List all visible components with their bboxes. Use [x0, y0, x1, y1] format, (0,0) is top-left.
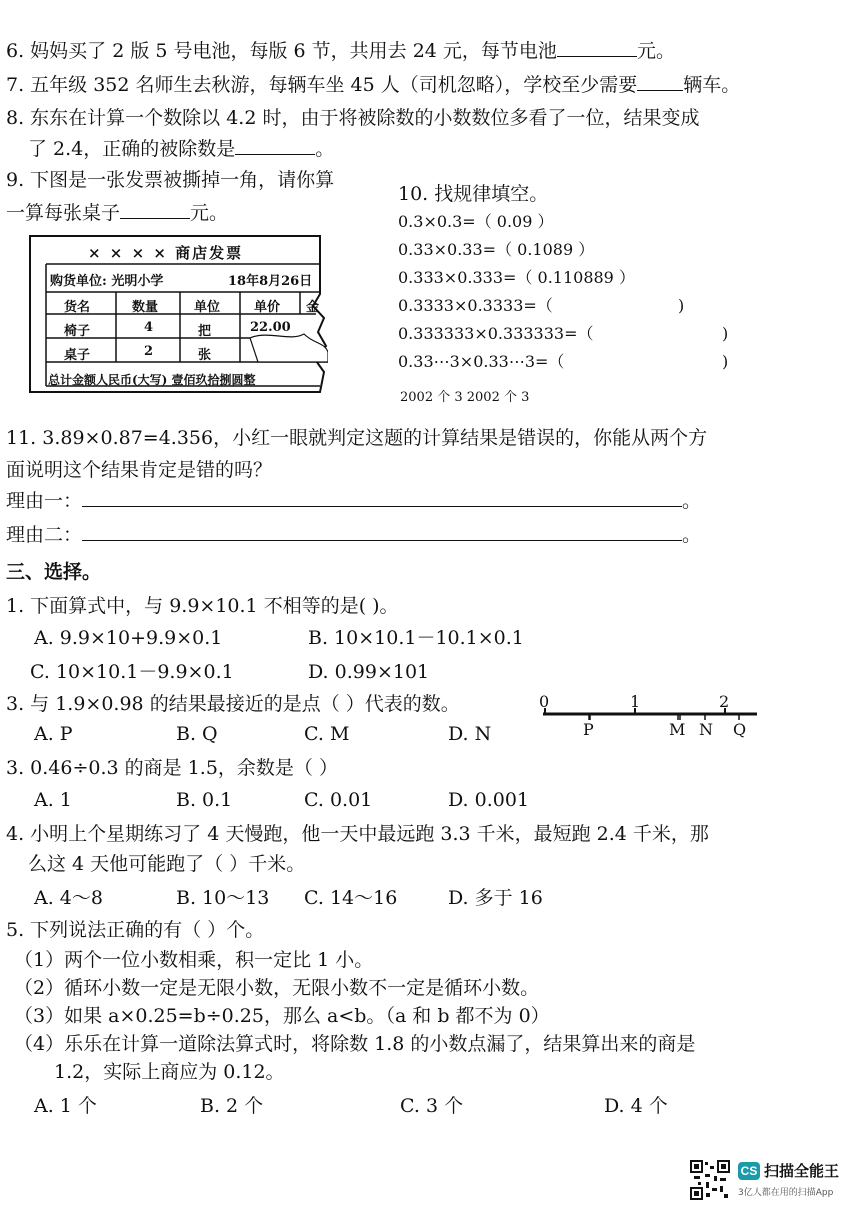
answer-blank[interactable] — [235, 136, 315, 155]
pattern-line: 0.333×0.333=（ 0.110889 ） — [398, 268, 635, 287]
brand-logo: CS — [738, 1162, 760, 1180]
question-10-title: 10. 找规律填空。 — [398, 183, 549, 205]
option-c[interactable]: C. M — [304, 723, 350, 745]
reason-1-input[interactable] — [82, 488, 682, 507]
receipt-header: 金 — [306, 300, 320, 315]
reason-2-end: 。 — [682, 524, 702, 546]
question-8-end: 。 — [315, 138, 335, 160]
number-line-axis — [535, 690, 765, 740]
option-d[interactable]: D. 4 个 — [604, 1095, 668, 1117]
receipt-total: 总计金额人民币(大写) 壹佰玖拾捌圆整 — [48, 373, 256, 387]
answer-blank[interactable] — [120, 200, 190, 219]
choice-question-3: 3. 0.46÷0.3 的商是 1.5，余数是（ ） — [6, 757, 338, 779]
reason-1-row — [6, 488, 701, 513]
receipt-cell: 桌子 — [64, 348, 91, 363]
pattern-note: 2002 个 3 2002 个 3 — [400, 390, 530, 405]
receipt-header: 数量 — [132, 300, 159, 315]
pattern-close-paren: ) — [722, 352, 729, 371]
choice-question-2: 3. 与 1.9×0.98 的结果最接近的是点（ ）代表的数。 — [6, 693, 460, 715]
number-line — [535, 690, 765, 740]
option-c[interactable]: C. 0.01 — [304, 789, 373, 811]
receipt-cell: 22.00 — [250, 320, 291, 335]
answer-blank[interactable] — [557, 38, 637, 57]
receipt-header: 货名 — [64, 300, 91, 315]
receipt-cell: 4 — [144, 320, 154, 335]
point-label: P — [583, 720, 594, 739]
pattern-line: 0.3333×0.3333=（ — [398, 296, 553, 315]
receipt-cell: 张 — [198, 348, 212, 363]
option-a[interactable]: A. 1 — [34, 789, 72, 811]
choice-question-1: 1. 下面算式中，与 9.9×10.1 不相等的是( )。 — [6, 595, 399, 617]
pattern-line: 0.33×0.33=（ 0.1089 ） — [398, 240, 595, 259]
brand-tagline: 3亿人都在用的扫描App — [738, 1188, 834, 1198]
receipt-cell: 把 — [198, 324, 212, 339]
tick-label: 2 — [719, 692, 730, 711]
option-d[interactable]: D. 0.99×101 — [308, 661, 430, 683]
receipt-cell: 椅子 — [64, 324, 91, 339]
receipt-buyer: 购货单位: 光明小学 — [50, 274, 164, 289]
section-heading: 三、选择。 — [6, 561, 102, 583]
choice-question-5: 5. 下列说法正确的有（ ）个。 — [6, 919, 265, 941]
question-9-line2 — [6, 200, 228, 225]
question-9-text: 一算每张桌子 — [6, 202, 121, 224]
option-c[interactable]: C. 10×10.1－9.9×0.1 — [30, 661, 234, 683]
pattern-close-paren: ) — [678, 296, 685, 315]
pattern-line: 0.33⋯3×0.33⋯3=（ — [398, 352, 565, 371]
qr-code-icon — [690, 1160, 730, 1200]
option-b[interactable]: B. 10～13 — [176, 887, 270, 909]
answer-blank[interactable] — [637, 72, 683, 91]
question-6-end: 元。 — [636, 40, 675, 62]
statement-3: （3）如果 a×0.25=b÷0.25，那么 a<b。（a 和 b 都不为 0） — [14, 1005, 550, 1027]
point-label: N — [699, 720, 713, 739]
question-8-text: 了 2.4，正确的被除数是 — [28, 138, 236, 160]
option-c[interactable]: C. 3 个 — [400, 1095, 464, 1117]
option-b[interactable]: B. Q — [176, 723, 218, 745]
reason-2-input[interactable] — [82, 522, 682, 541]
pattern-line: 0.3×0.3=（ 0.09 ） — [398, 212, 554, 231]
tick-label: 0 — [539, 692, 550, 711]
question-11-line2: 面说明这个结果肯定是错的吗？ — [6, 459, 273, 481]
choice-question-4-line1: 4. 小明上个星期练习了 4 天慢跑，他一天中最远跑 3.3 千米，最短跑 2.4 千米，那 — [6, 823, 709, 845]
option-d[interactable]: D. N — [448, 723, 492, 745]
option-d[interactable]: D. 0.001 — [448, 789, 530, 811]
question-9-line1: 9. 下图是一张发票被撕掉一角，请你算 — [6, 169, 335, 191]
torn-receipt — [28, 234, 328, 394]
question-7-text: 7. 五年级 352 名师生去秋游，每辆车坐 45 人（司机忽略），学校至少需要 — [6, 74, 638, 96]
option-b[interactable]: B. 2 个 — [200, 1095, 264, 1117]
reason-1-label: 理由一： — [6, 490, 83, 512]
option-c[interactable]: C. 14～16 — [304, 887, 398, 909]
question-6-text: 6. 妈妈买了 2 版 5 号电池，每版 6 节，共用去 24 元，每节电池 — [6, 40, 557, 62]
question-11-line1: 11. 3.89×0.87=4.356，小红一眼就判定这题的计算结果是错误的，你能从两个方 — [6, 427, 708, 449]
question-7-end: 辆车。 — [683, 74, 741, 96]
question-6 — [6, 38, 675, 63]
choice-question-4-line2: 么这 4 天他可能跑了（ ）千米。 — [28, 853, 306, 875]
point-label: M — [669, 720, 686, 739]
option-b[interactable]: B. 10×10.1－10.1×0.1 — [308, 627, 524, 649]
pattern-close-paren: ) — [722, 324, 729, 343]
brand-name: 扫描全能王 — [764, 1162, 840, 1180]
statement-4-line1: （4）乐乐在计算一道除法算式时，将除数 1.8 的小数点漏了，结果算出来的商是 — [14, 1033, 696, 1055]
question-7 — [6, 72, 740, 97]
receipt-header: 单位 — [194, 300, 221, 315]
option-a[interactable]: A. 9.9×10+9.9×0.1 — [34, 627, 223, 649]
question-8-line2 — [28, 136, 334, 161]
receipt-header: 单价 — [254, 300, 281, 315]
point-label: Q — [733, 720, 747, 739]
option-d[interactable]: D. 多于 16 — [448, 887, 543, 909]
receipt-cell: 2 — [144, 344, 154, 359]
question-9-end: 元。 — [190, 202, 229, 224]
receipt-date: 18年8月26日 — [228, 274, 313, 289]
option-a[interactable]: A. P — [34, 723, 73, 745]
question-8-line1: 8. 东东在计算一个数除以 4.2 时，由于将被除数的小数数位多看了一位，结果变成 — [6, 107, 700, 129]
reason-1-end: 。 — [682, 490, 702, 512]
option-b[interactable]: B. 0.1 — [176, 789, 233, 811]
statement-4-line2: 1.2，实际上商应为 0.12。 — [54, 1061, 285, 1083]
tick-label: 1 — [630, 692, 641, 711]
pattern-line: 0.333333×0.333333=（ — [398, 324, 594, 343]
statement-1: （1）两个一位小数相乘，积一定比 1 小。 — [14, 949, 374, 971]
statement-2: （2）循环小数一定是无限小数，无限小数不一定是循环小数。 — [14, 977, 540, 999]
reason-2-label: 理由二： — [6, 524, 83, 546]
scanner-watermark — [690, 1160, 850, 1204]
receipt-title: × × × × 商店发票 — [88, 244, 244, 262]
option-a[interactable]: A. 1 个 — [34, 1095, 97, 1117]
option-a[interactable]: A. 4～8 — [34, 887, 103, 909]
reason-2-row — [6, 522, 701, 547]
